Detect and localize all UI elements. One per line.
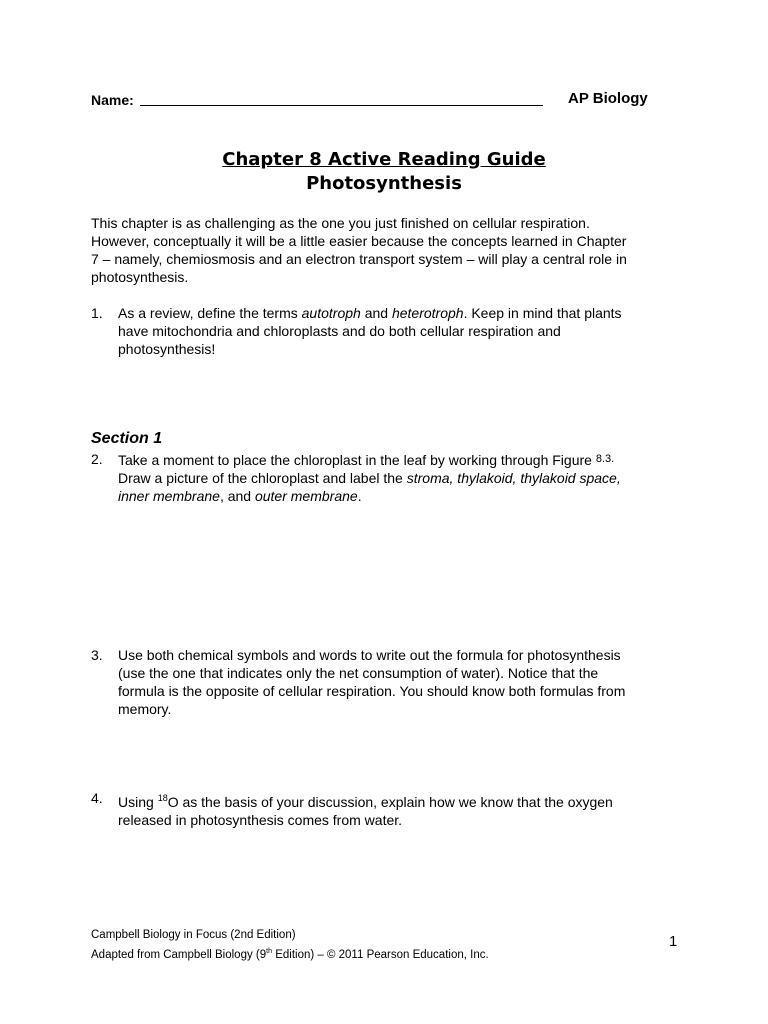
question-line: photosynthesis! [118, 341, 216, 357]
question-text [118, 450, 621, 505]
term-inner-membrane: inner membrane [118, 488, 220, 504]
question-line: (use the one that indicates only the net consumption of water). Notice that the [118, 665, 599, 681]
intro-line: This chapter is as challenging as the one you just finished on cellular respiration. [91, 215, 590, 231]
question-number: 1. [91, 305, 103, 321]
page-number: 1 [669, 933, 678, 950]
topic-title: Photosynthesis [306, 173, 462, 194]
text-run: Adapted from Campbell Biology (9 [91, 948, 267, 961]
question-line: memory. [118, 701, 172, 717]
question-number: 3. [91, 647, 103, 663]
chapter-title: Chapter 8 Active Reading Guide [222, 149, 546, 170]
intro-line: 7 – namely, chemiosmosis and an electron transport system – will play a central role in [91, 251, 627, 267]
footer-adaptation [91, 948, 489, 961]
text-run: Take a moment to place the chloroplast in the leaf by working through Figure [118, 452, 596, 468]
figure-ref: 8.3. [595, 453, 615, 465]
question-number: 2. [91, 451, 103, 467]
term-outer-membrane: outer membrane [254, 488, 358, 504]
page-title [0, 148, 768, 196]
intro-paragraph [91, 214, 681, 286]
name-blank-line [140, 105, 543, 106]
term-autotroph: autotroph [301, 305, 361, 321]
edition-superscript: th [266, 948, 272, 955]
intro-line: However, conceptually it will be a little easier because the concepts learned in Chapter [91, 233, 627, 249]
name-label: Name: [91, 92, 134, 108]
text-run: Draw a picture of the chloroplast and label the [118, 470, 407, 486]
text-run: . Keep in mind that plants [463, 305, 622, 321]
text-run: and [360, 305, 392, 321]
terms-italic: stroma, thylakoid, thylakoid space, [406, 470, 621, 486]
question-2 [91, 450, 691, 510]
question-line: Use both chemical symbols and words to write out the formula for photosynthesis [118, 647, 621, 663]
question-text [118, 646, 625, 718]
question-3 [91, 646, 691, 722]
text-run: Using [118, 794, 158, 810]
term-heterotroph: heterotroph [391, 305, 464, 321]
text-run: O as the basis of your discussion, explain how we know that the oxygen [167, 794, 613, 810]
course-label: AP Biology [568, 90, 648, 107]
question-line: have mitochondria and chloroplasts and do both cellular respiration and [118, 323, 561, 339]
question-4 [91, 789, 691, 829]
text-run: . [357, 488, 362, 504]
text-run: As a review, define the terms [118, 305, 302, 321]
question-number: 4. [91, 790, 103, 806]
question-line: released in photosynthesis comes from water. [118, 812, 403, 828]
section-heading: Section 1 [91, 430, 163, 447]
question-text [118, 304, 622, 358]
question-line: formula is the opposite of cellular respiration. You should know both formulas from [118, 683, 626, 699]
text-run: , and [219, 488, 255, 504]
intro-line: photosynthesis. [91, 269, 189, 285]
question-text [118, 789, 613, 829]
text-run: Edition) – © 2011 Pearson Education, Inc. [272, 948, 489, 961]
footer-source: Campbell Biology in Focus (2nd Edition) [91, 929, 296, 941]
isotope-superscript: 18 [157, 793, 168, 803]
question-1 [91, 304, 691, 364]
